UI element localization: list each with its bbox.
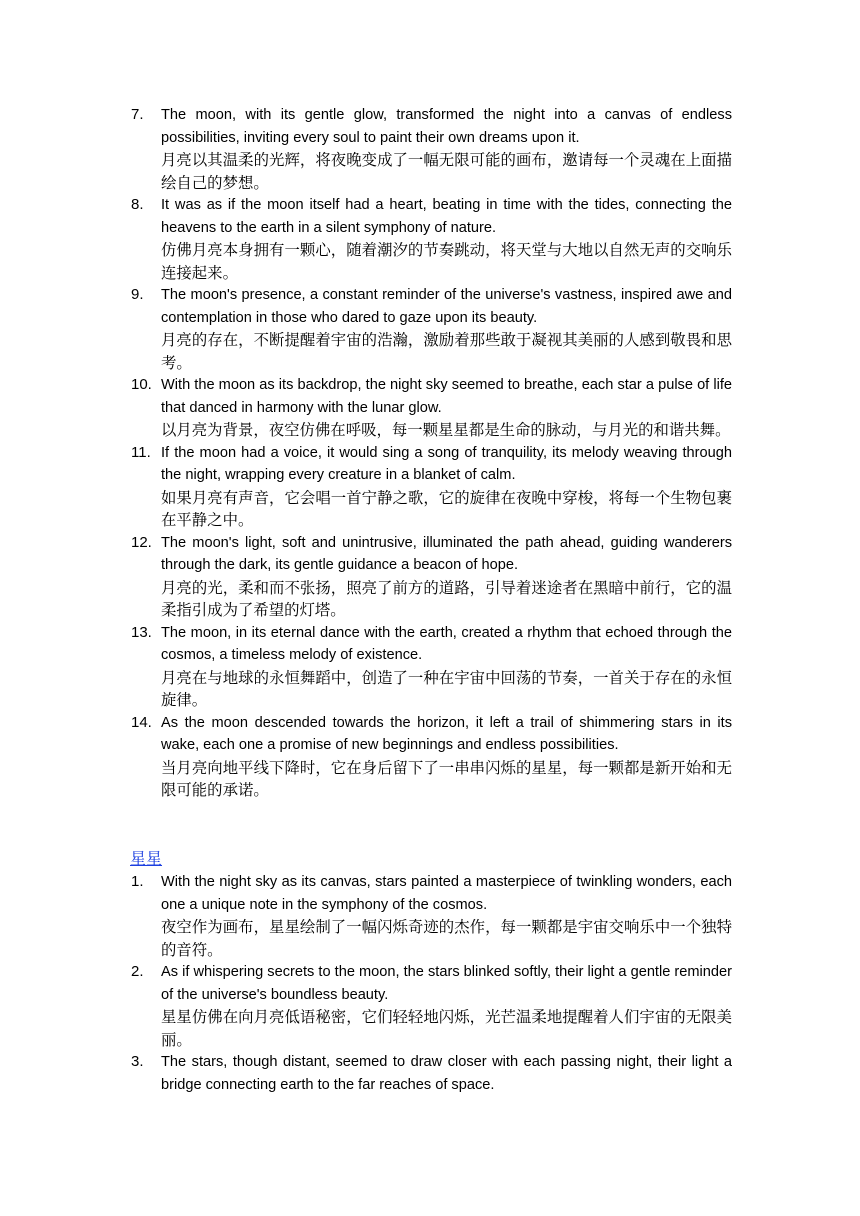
list-item <box>0 104 860 194</box>
list-item <box>0 284 860 374</box>
item-number: 12. <box>131 533 152 551</box>
english-text: As if whispering secrets to the moon, the stars blinked softly, their light a gentle reminder of the universe's boundless beauty. <box>161 964 732 1003</box>
chinese-text: 当月亮向地平线下降时，它在身后留下了一串串闪烁的星星，每一颗都是新开始和无限可能的承诺。 <box>161 758 732 799</box>
chinese-text: 以月亮为背景，夜空仿佛在呼吸，每一颗星星都是生命的脉动，与月光的和谐共舞。 <box>161 421 731 439</box>
item-number: 14. <box>131 713 152 731</box>
moon-list <box>0 104 860 802</box>
english-text: As the moon descended towards the horizon, it left a trail of shimmering stars in its wake, each one a promise of new beginnings and endless possibilities. <box>161 714 732 753</box>
english-text: If the moon had a voice, it would sing a song of tranquility, its melody weaving through the night, wrapping every creature in a blanket of calm. <box>161 444 732 483</box>
chinese-text: 月亮在与地球的永恒舞蹈中，创造了一种在宇宙中回荡的节奏，一首关于存在的永恒旋律。 <box>161 668 732 709</box>
list-item <box>0 374 860 442</box>
item-number: 1. <box>131 873 144 890</box>
list-item <box>0 622 860 712</box>
chinese-text: 星星仿佛在向月亮低语秘密，它们轻轻地闪烁，光芒温柔地提醒着人们宇宙的无限美丽。 <box>161 1008 732 1049</box>
chinese-text: 如果月亮有声音，它会唱一首宁静之歌，它的旋律在夜晚中穿梭，将每一个生物包裹在平静之中。 <box>161 488 732 529</box>
item-number: 7. <box>131 106 144 123</box>
english-text: The moon's light, soft and unintrusive, illuminated the path ahead, guiding wanderers through the dark, its gentle guidance a beacon of hope. <box>161 534 732 573</box>
item-number: 13. <box>131 623 152 641</box>
chinese-text: 夜空作为画布，星星绘制了一幅闪烁奇迹的杰作，每一颗都是宇宙交响乐中一个独特的音符。 <box>161 918 732 959</box>
english-text: With the night sky as its canvas, stars painted a masterpiece of twinkling wonders, each one a unique note in the symphony of the cosmos. <box>161 874 732 913</box>
list-item <box>0 532 860 622</box>
item-number: 3. <box>131 1053 144 1070</box>
chinese-text: 月亮的光，柔和而不张扬，照亮了前方的道路，引导着迷途者在黑暗中前行，它的温柔指引成为了希望的灯塔。 <box>161 578 732 619</box>
section-heading-link[interactable]: 星星 <box>130 849 163 868</box>
english-text: The moon, with its gentle glow, transformed the night into a canvas of endless possibilities, inviting every soul to paint their own dreams upon it. <box>161 107 732 146</box>
english-text: The moon, in its eternal dance with the earth, created a rhythm that echoed through the cosmos, a timeless melody of existence. <box>161 624 732 663</box>
english-text: The stars, though distant, seemed to draw closer with each passing night, their light a bridge connecting earth to the far reaches of space. <box>161 1054 732 1093</box>
item-number: 2. <box>131 963 144 980</box>
list-item <box>0 442 860 532</box>
list-item <box>0 961 860 1051</box>
chinese-text: 仿佛月亮本身拥有一颗心，随着潮汐的节奏跳动，将天堂与大地以自然无声的交响乐连接起来。 <box>161 241 732 282</box>
item-number: 11. <box>131 443 151 461</box>
stars-list <box>0 871 860 1096</box>
english-text: It was as if the moon itself had a heart, beating in time with the tides, connecting the heavens to the earth in a silent symphony of nature. <box>161 197 732 236</box>
chinese-text: 月亮的存在，不断提醒着宇宙的浩瀚，激励着那些敢于凝视其美丽的人感到敬畏和思考。 <box>161 331 732 372</box>
list-item <box>0 712 860 802</box>
list-item <box>0 1051 860 1096</box>
english-text: With the moon as its backdrop, the night sky seemed to breathe, each star a pulse of life that danced in harmony with the lunar glow. <box>161 377 732 416</box>
list-item <box>0 871 860 961</box>
english-text: The moon's presence, a constant reminder of the universe's vastness, inspired awe and contemplation in those who dared to gaze upon its beauty. <box>161 287 732 326</box>
list-item <box>0 194 860 284</box>
item-number: 9. <box>131 286 144 303</box>
item-number: 8. <box>131 196 144 213</box>
chinese-text: 月亮以其温柔的光辉，将夜晚变成了一幅无限可能的画布，邀请每一个灵魂在上面描绘自己的梦想。 <box>161 151 732 192</box>
item-number: 10. <box>131 376 152 393</box>
